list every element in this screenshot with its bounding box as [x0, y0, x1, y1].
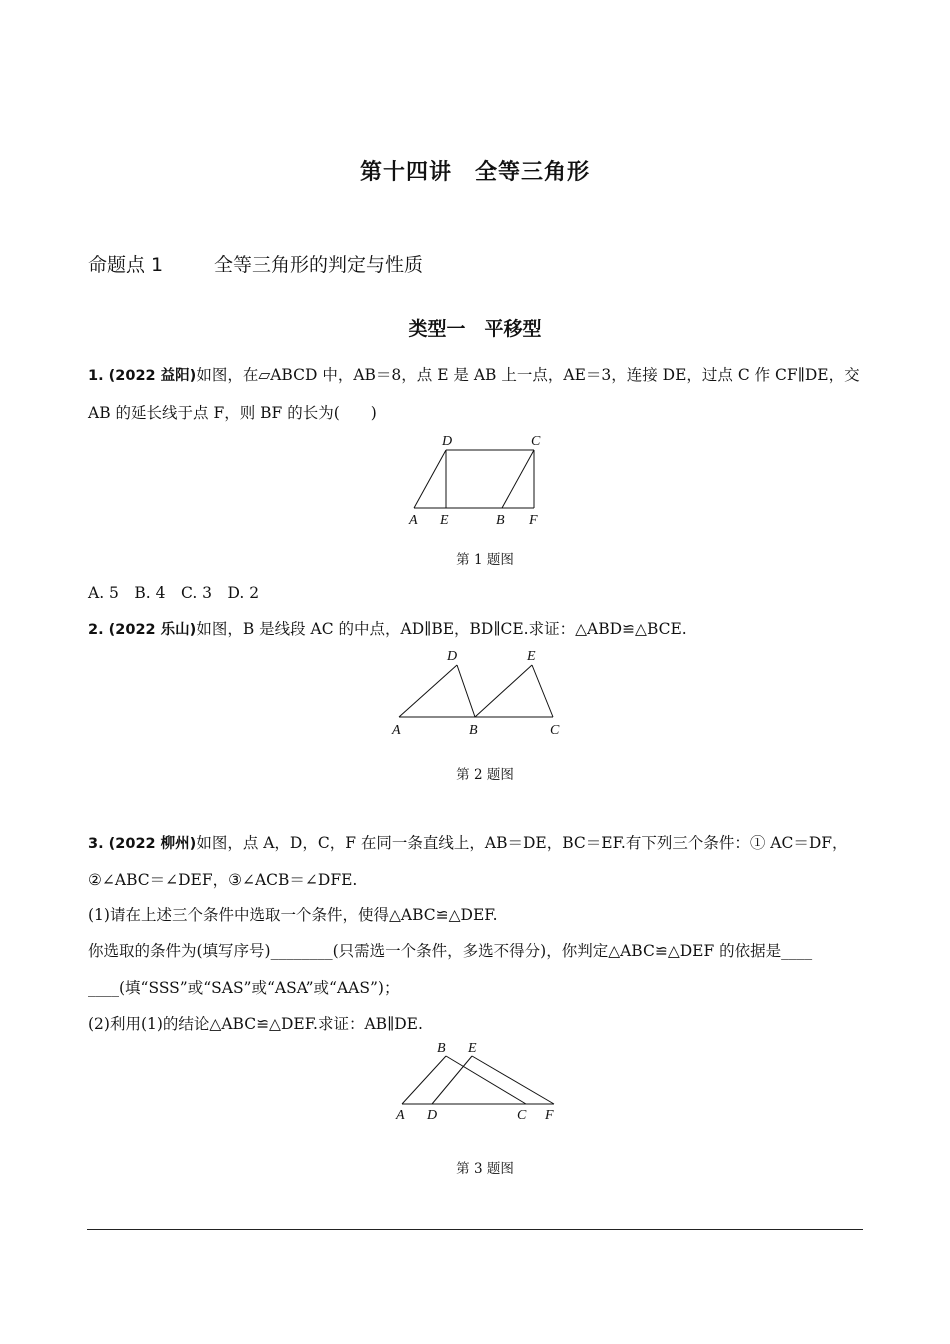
- q3-label-b: B: [437, 1041, 446, 1056]
- q1-label-e: E: [440, 513, 449, 528]
- q1-label-c: C: [531, 434, 541, 449]
- page-title: 第十四讲 全等三角形: [359, 160, 590, 185]
- q2-line-ad: [399, 665, 457, 717]
- q1-figure: [400, 430, 560, 530]
- q2-label-a: A: [392, 723, 401, 738]
- q3-figure: [390, 1038, 565, 1128]
- q1-label-f: F: [529, 513, 538, 528]
- q2-label-c: C: [550, 723, 560, 738]
- q3-line6: (2)利用(1)的结论△ABC≌△DEF.求证：AB∥DE.: [88, 1015, 423, 1033]
- q3-line4: 你选取的条件为(填写序号)________(只需选一个条件，多选不得分)，你判定△ABC≌△DEF 的依据是____: [88, 942, 813, 960]
- q2-line-ec: [532, 665, 553, 717]
- q3-text-1: 如图，点 A，D，C，F 在同一条直线上，AB＝DE，BC＝EF.有下列三个条件：① AC＝DF，: [196, 834, 848, 852]
- q1-line2: AB 的延长线于点 F，则 BF 的长为( ): [88, 404, 377, 422]
- q1-label-b: B: [496, 513, 505, 528]
- q3-line-bc: [446, 1056, 526, 1104]
- q3-line5: ____(填“SSS”或“SAS”或“ASA”或“AAS”)；: [88, 979, 400, 997]
- q3-caption: 第 3 题图: [456, 1161, 514, 1177]
- q1-options: A. 5 B. 4 C. 3 D. 2: [88, 584, 260, 602]
- q1-line-ad: [414, 450, 446, 508]
- q3-line1: [88, 833, 868, 854]
- q3-line2: ②∠ABC＝∠DEF，③∠ACB＝∠DFE.: [88, 871, 358, 889]
- q1-text-1: 如图，在▱ABCD 中，AB＝8，点 E 是 AB 上一点，AE＝3，连接 DE，过点 C 作 CF∥DE，交: [196, 366, 860, 384]
- q2-figure: [385, 645, 570, 740]
- q1-label-d: D: [442, 434, 453, 449]
- q3-line-ab: [402, 1056, 446, 1104]
- q3-label-d: D: [427, 1108, 438, 1123]
- q3-label-c: C: [517, 1108, 527, 1123]
- section-title: 全等三角形的判定与性质: [214, 254, 424, 276]
- section-number: 命题点 1: [88, 254, 164, 276]
- footer-divider: [87, 1229, 863, 1230]
- q1-source: 1. (2022 益阳): [88, 368, 197, 384]
- q2-label-e: E: [527, 649, 536, 664]
- q1-caption: 第 1 题图: [456, 552, 514, 568]
- q3-label-a: A: [396, 1108, 405, 1123]
- q1-line1: [88, 365, 868, 386]
- q3-line3: (1)请在上述三个条件中选取一个条件，使得△ABC≌△DEF.: [88, 906, 498, 924]
- q2-caption: 第 2 题图: [456, 767, 514, 783]
- q2-source: 2. (2022 乐山): [88, 622, 197, 638]
- q2-line-db: [457, 665, 475, 717]
- q2-line1: [88, 619, 868, 640]
- q2-line-be: [475, 665, 532, 717]
- q3-label-f: F: [545, 1108, 554, 1123]
- section-heading: [88, 250, 423, 277]
- q3-line-ef: [472, 1056, 554, 1104]
- q3-source: 3. (2022 柳州): [88, 836, 197, 852]
- q3-label-e: E: [468, 1041, 477, 1056]
- q2-text-1: 如图，B 是线段 AC 的中点，AD∥BE，BD∥CE.求证：△ABD≌△BCE.: [196, 620, 687, 638]
- q2-label-b: B: [469, 723, 478, 738]
- q1-label-a: A: [409, 513, 418, 528]
- q3-line-de: [432, 1056, 472, 1104]
- type-heading: 类型一 平移型: [408, 318, 542, 340]
- q1-line-cb: [502, 450, 534, 508]
- q2-label-d: D: [447, 649, 458, 664]
